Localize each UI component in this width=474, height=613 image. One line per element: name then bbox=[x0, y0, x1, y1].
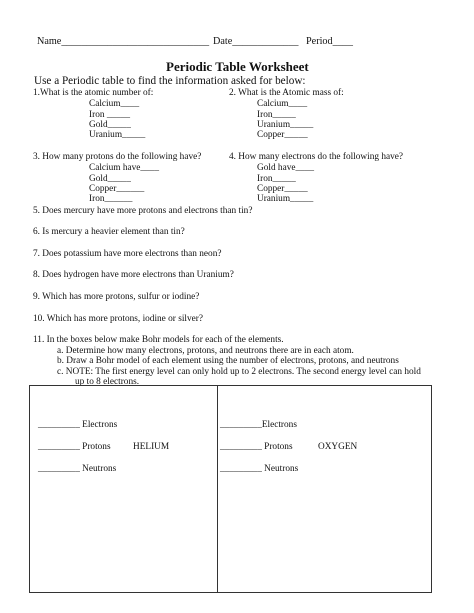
question-7: 7. Does potassium have more electrons than neon? bbox=[33, 249, 222, 259]
oxygen-protons-field[interactable]: _________ Protons bbox=[220, 442, 293, 452]
question-4: 4. How many electrons do the following have? bbox=[229, 152, 404, 162]
helium-protons-field[interactable]: _________ Protons bbox=[38, 442, 111, 452]
question-11-c: c. NOTE: The first energy level can only hold up to 2 electrons. The second energy level can hold bbox=[57, 367, 421, 377]
q1-item-gold[interactable]: Gold_____ bbox=[89, 120, 131, 130]
q2-item-uranium[interactable]: Uranium_____ bbox=[257, 120, 314, 130]
q1-item-iron[interactable]: Iron _____ bbox=[89, 110, 131, 120]
q4-item-gold[interactable]: Gold have____ bbox=[257, 163, 315, 173]
page-title: Periodic Table Worksheet bbox=[166, 59, 309, 74]
bohr-model-boxes bbox=[29, 385, 432, 593]
q4-item-uranium[interactable]: Uranium_____ bbox=[257, 194, 314, 204]
question-8: 8. Does hydrogen have more electrons than Uranium? bbox=[33, 270, 234, 280]
box-divider bbox=[217, 385, 218, 592]
q1-item-uranium[interactable]: Uranium_____ bbox=[89, 130, 146, 140]
q3-item-iron[interactable]: Iron______ bbox=[89, 194, 133, 204]
helium-neutrons-field[interactable]: _________ Neutrons bbox=[38, 464, 117, 474]
question-10: 10. Which has more protons, iodine or silver? bbox=[33, 314, 203, 324]
question-11-b: b. Draw a Bohr model of each element using the number of electrons, protons, and neutrons bbox=[57, 356, 399, 366]
q2-item-iron[interactable]: Iron_____ bbox=[257, 110, 296, 120]
helium-electrons-field[interactable]: _________ Electrons bbox=[38, 420, 118, 430]
question-9: 9. Which has more protons, sulfur or iodine? bbox=[33, 292, 200, 302]
question-2: 2. What is the Atomic mass of: bbox=[229, 88, 344, 98]
q4-item-iron[interactable]: Iron_____ bbox=[257, 174, 296, 184]
question-11: 11. In the boxes below make Bohr models for each of the elements. bbox=[33, 335, 284, 345]
period-field[interactable]: Period____ bbox=[306, 36, 353, 47]
q1-item-calcium[interactable]: Calcium____ bbox=[89, 99, 140, 109]
helium-label: HELIUM bbox=[133, 442, 170, 452]
question-11-a: a. Determine how many electrons, protons, and neutrons there are in each atom. bbox=[57, 346, 354, 356]
question-6: 6. Is mercury a heavier element than tin? bbox=[33, 227, 185, 237]
question-5: 5. Does mercury have more protons and electrons than tin? bbox=[33, 206, 253, 216]
name-field[interactable]: Name_____________________________ bbox=[37, 36, 210, 47]
q3-item-calcium[interactable]: Calcium have____ bbox=[89, 163, 159, 173]
oxygen-electrons-field[interactable]: _________Electrons bbox=[220, 420, 297, 430]
oxygen-neutrons-field[interactable]: _________ Neutrons bbox=[220, 464, 299, 474]
question-11-c-cont: up to 8 electrons. bbox=[75, 377, 140, 387]
q3-item-gold[interactable]: Gold_____ bbox=[89, 174, 131, 184]
question-1: 1.What is the atomic number of: bbox=[33, 88, 154, 98]
oxygen-label: OXYGEN bbox=[318, 442, 358, 452]
q2-item-copper[interactable]: Copper_____ bbox=[257, 130, 308, 140]
instructions: Use a Periodic table to find the information asked for below: bbox=[34, 75, 306, 87]
q2-item-calcium[interactable]: Calcium____ bbox=[257, 99, 308, 109]
q4-item-copper[interactable]: Copper_____ bbox=[257, 184, 308, 194]
date-field[interactable]: Date_____________ bbox=[213, 36, 299, 47]
question-3: 3. How many protons do the following have? bbox=[33, 152, 202, 162]
q3-item-copper[interactable]: Copper______ bbox=[89, 184, 145, 194]
